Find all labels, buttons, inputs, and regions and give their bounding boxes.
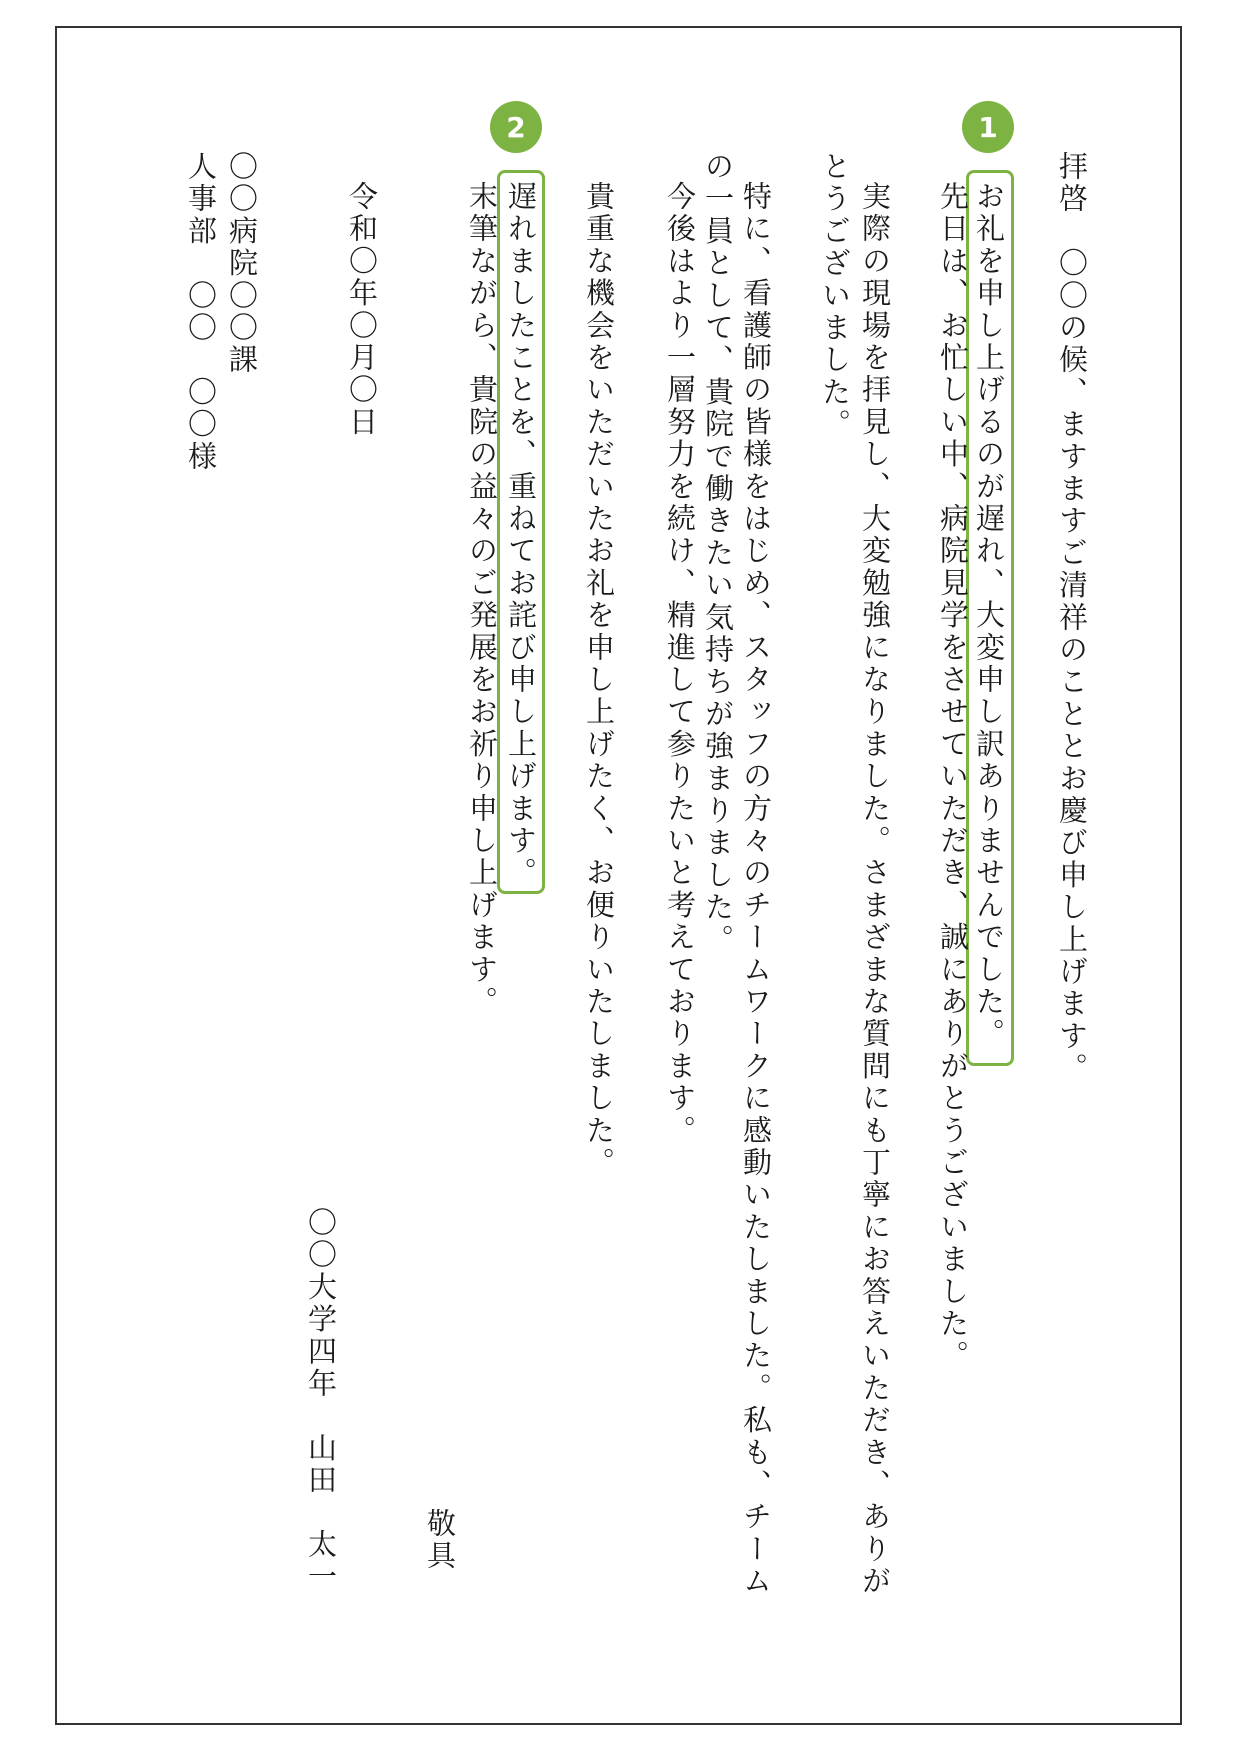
badge-2: 2 — [490, 101, 542, 153]
sender-name: 〇〇大学四年 山田 太一 — [304, 1207, 338, 1594]
body-line: 先日は、お忙しい中、病院見学をさせていただき、誠にありがとうございました。 — [936, 181, 970, 1373]
badge-1: 1 — [962, 101, 1014, 153]
date: 令和〇年〇月〇日 — [345, 181, 379, 439]
closing-line: 末筆ながら、貴院の益々のご発展をお祈り申し上げます。 — [465, 181, 499, 1019]
recipient-name: 人事部 〇〇 〇〇様 — [184, 151, 218, 473]
body-line: 特に、看護師の皆様をはじめ、スタッフの方々のチームワークに感動いたしました。私も、チーム — [739, 181, 773, 1598]
body-line: とうございました。 — [818, 151, 852, 441]
body-line: 今後はより一層努力を続け、精進して参りたいと考えております。 — [663, 181, 697, 1147]
keigu: 敬具 — [423, 1508, 457, 1573]
highlight-text-1: お礼を申し上げるのが遅れ、大変申し訳ありませんでした。 — [972, 181, 1006, 1051]
highlight-text-2: 遅れましたことを、重ねてお詫び申し上げます。 — [504, 181, 538, 890]
recipient-department: 〇〇病院〇〇課 — [225, 151, 259, 377]
body-line: 実際の現場を拝見し、大変勉強になりました。さまざまな質問にも丁寧にお答えいただき、ありが — [858, 181, 892, 1598]
body-line: の一員として、貴院で働きたい気持ちが強まりました。 — [701, 151, 735, 956]
greeting-line: 拝啓 〇〇の候、ますますご清祥のこととお慶び申し上げます。 — [1055, 151, 1089, 1085]
body-line: 貴重な機会をいただいたお礼を申し上げたく、お便りいたしました。 — [582, 181, 616, 1180]
